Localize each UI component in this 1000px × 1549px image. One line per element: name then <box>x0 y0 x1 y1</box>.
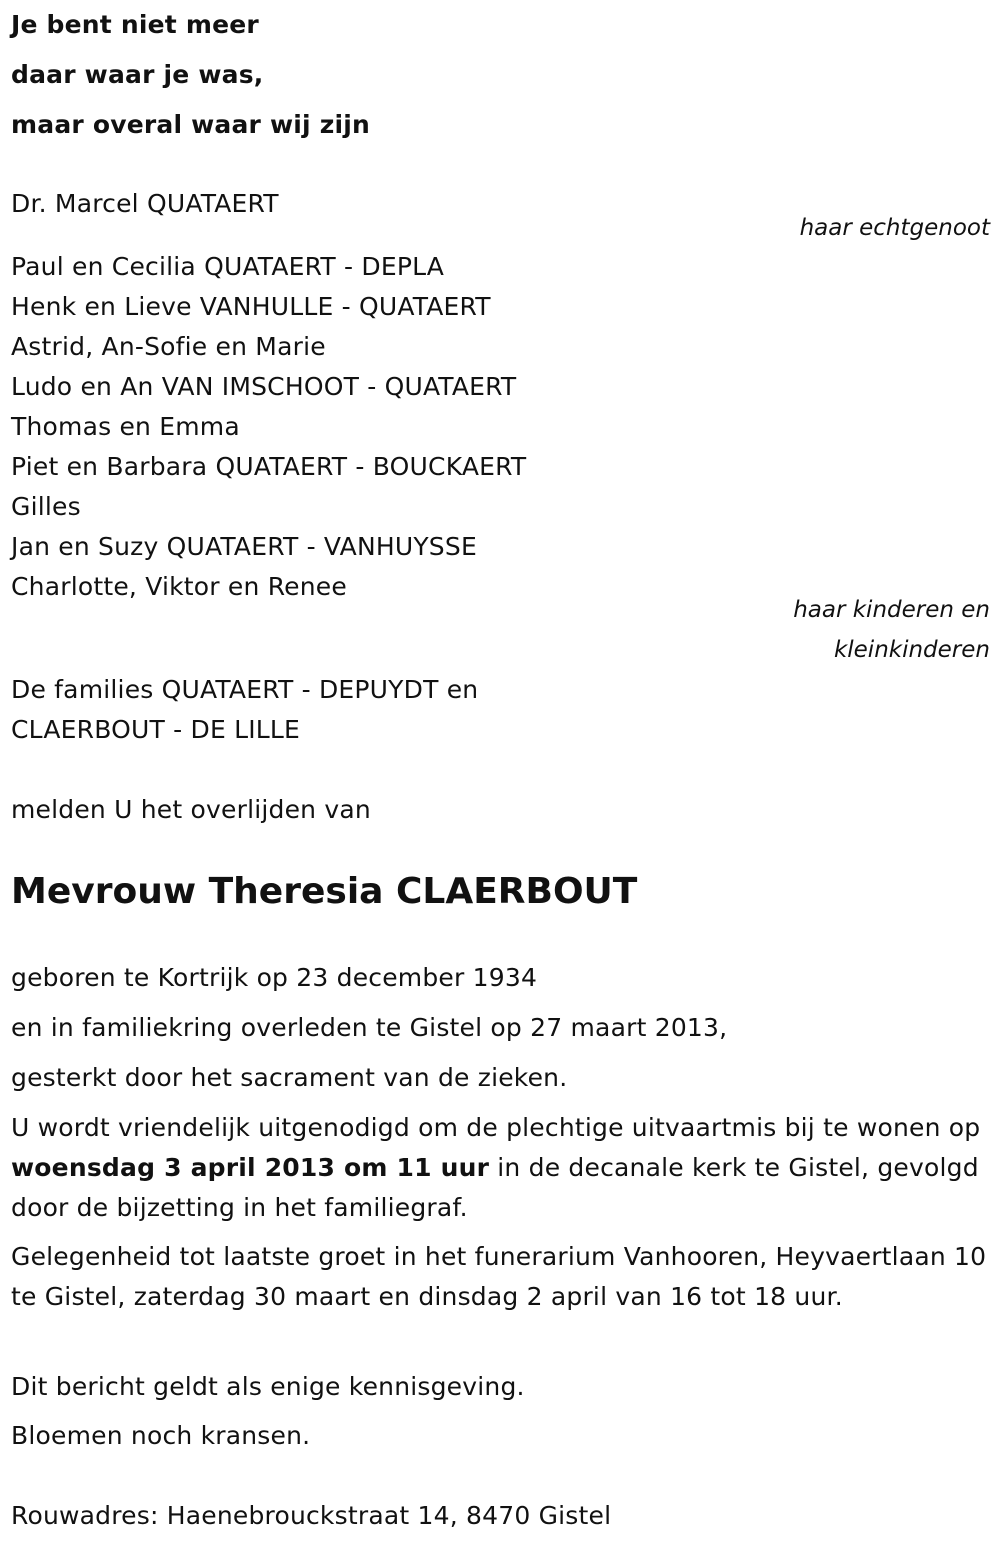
deceased-name: Mevrouw Theresia CLAERBOUT <box>11 871 638 912</box>
motto-line-2: daar waar je was, <box>11 60 264 89</box>
child-line-9: Charlotte, Viktor en Renee <box>11 572 347 601</box>
child-line-4: Ludo en An VAN IMSCHOOT - QUATAERT <box>11 372 517 401</box>
birth-line: geboren te Kortrijk op 23 december 1934 <box>11 963 538 992</box>
child-line-5: Thomas en Emma <box>11 412 240 441</box>
death-line: en in familiekring overleden te Gistel op 27 maart 2013, <box>11 1013 728 1042</box>
notice-line: Dit bericht geldt als enige kennisgeving. <box>11 1372 525 1401</box>
motto-line-3: maar overal waar wij zijn <box>11 110 371 139</box>
families-line-2: CLAERBOUT - DE LILLE <box>11 715 301 744</box>
spouse-name: Dr. Marcel QUATAERT <box>11 189 279 218</box>
mourning-address: Rouwadres: Haenebrouckstraat 14, 8470 Gistel <box>11 1501 612 1530</box>
families-line-1: De families QUATAERT - DEPUYDT en <box>11 675 479 704</box>
child-line-3: Astrid, An-Sofie en Marie <box>11 332 326 361</box>
children-relation-line-2: kleinkinderen <box>833 637 990 663</box>
motto-line-1: Je bent niet meer <box>11 10 259 39</box>
child-line-2: Henk en Lieve VANHULLE - QUATAERT <box>11 292 491 321</box>
child-line-7: Gilles <box>11 492 81 521</box>
funeral-paragraph <box>11 1108 991 1228</box>
spouse-relation: haar echtgenoot <box>799 215 990 241</box>
viewing-paragraph: Gelegenheid tot laatste groet in het funerarium Vanhooren, Heyvaertlaan 10 te Gistel, zaterdag 30 maart en dinsdag 2 april van 16 tot 18 uur. <box>11 1242 987 1311</box>
announcement: melden U het overlijden van <box>11 795 371 824</box>
funeral-date: woensdag 3 april 2013 om 11 uur <box>11 1153 490 1182</box>
child-line-6: Piet en Barbara QUATAERT - BOUCKAERT <box>11 452 527 481</box>
child-line-1: Paul en Cecilia QUATAERT - DEPLA <box>11 252 445 281</box>
sacrament-line: gesterkt door het sacrament van de zieken. <box>11 1063 568 1092</box>
funeral-location: in de decanale kerk te Gistel, gevolgd door de bijzetting in het familiegraf. <box>11 1153 979 1222</box>
flowers-line: Bloemen noch kransen. <box>11 1421 311 1450</box>
children-relation-line-1: haar kinderen en <box>793 597 990 623</box>
child-line-8: Jan en Suzy QUATAERT - VANHUYSSE <box>11 532 477 561</box>
funeral-intro: U wordt vriendelijk uitgenodigd om de plechtige uitvaartmis bij te wonen op <box>11 1113 981 1142</box>
